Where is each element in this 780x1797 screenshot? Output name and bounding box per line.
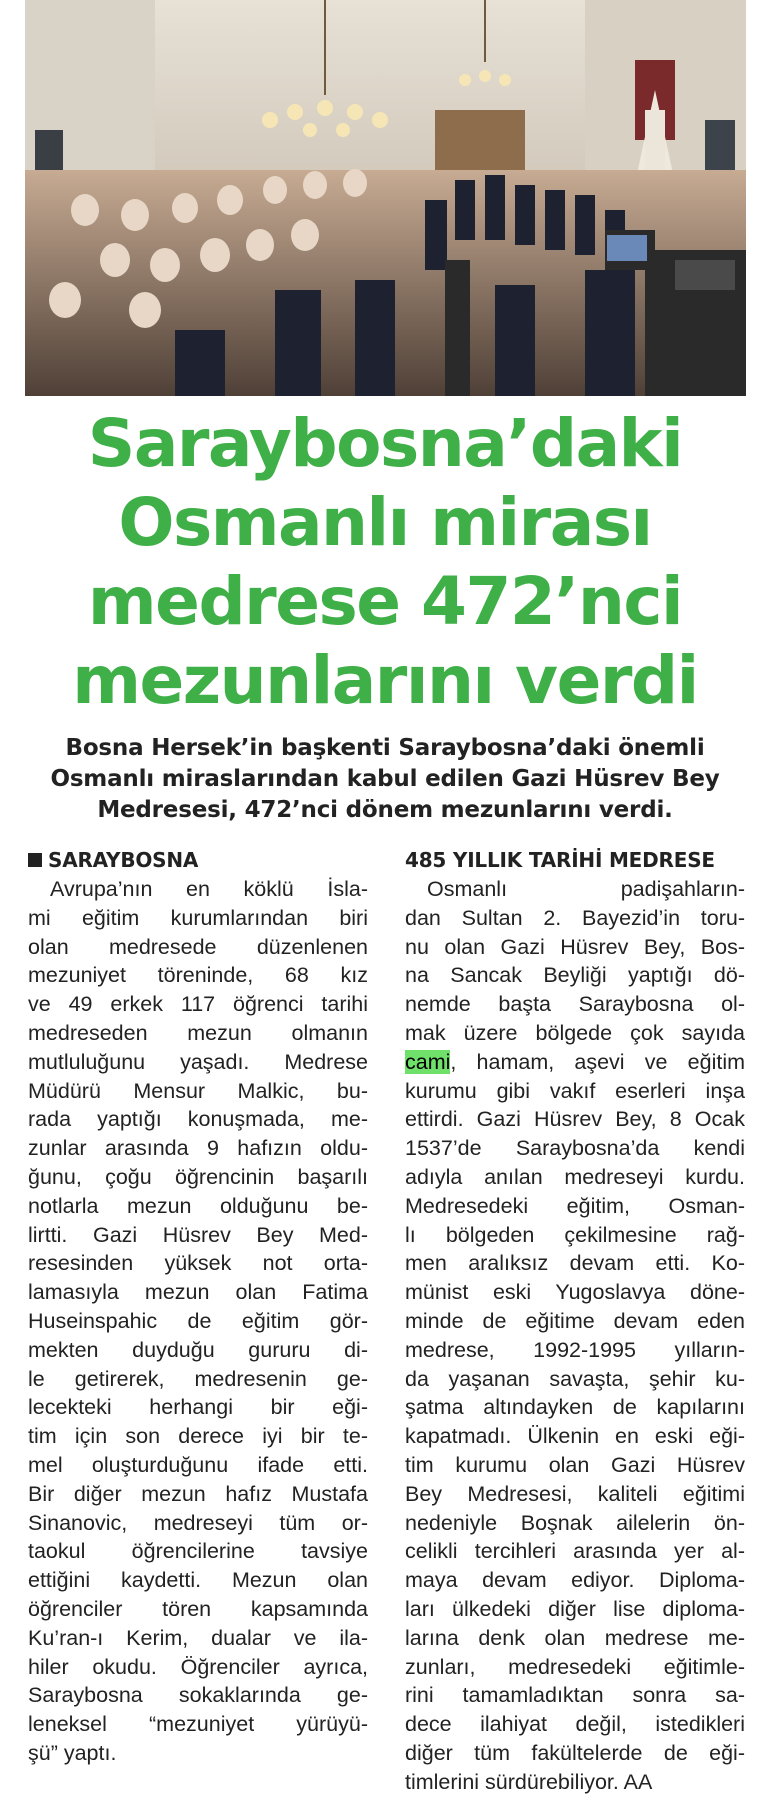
body-line: notlarla mezun olduğunu be- — [28, 1193, 368, 1218]
right-column-body — [405, 875, 745, 1797]
article-photo — [25, 0, 746, 396]
body-line: Saraybosna sokaklarında ge- — [28, 1683, 368, 1708]
body-line: taokul öğrencilerine tavsiye — [28, 1539, 368, 1564]
body-line: zunlar arasında 9 hafızın oldu- — [28, 1136, 368, 1161]
body-line: Müdürü Mensur Malkic, bu- — [28, 1078, 368, 1103]
dateline — [28, 845, 368, 875]
body-line: şatma altındayken de kapılarını — [405, 1395, 745, 1420]
body-line-highlighted — [405, 1048, 745, 1077]
body-line: ğunu, çoğu öğrencinin başarılı — [28, 1164, 368, 1189]
body-line: mel oluşturduğunu ifade etti. — [28, 1452, 368, 1477]
body-line: Osmanlı padişahların- — [427, 877, 745, 901]
body-line: şü” yaptı. — [28, 1740, 117, 1765]
body-line: öğrenciler tören kapsamında — [28, 1596, 368, 1621]
body-line: lı bölgeden çekilmesine rağ- — [405, 1222, 745, 1247]
body-line: timlerini sürdürebiliyor. AA — [405, 1769, 653, 1794]
highlighted-word: cami — [405, 1049, 451, 1074]
body-line: ları ülkedeki diğer lise diploma- — [405, 1596, 745, 1621]
body-line: kapatmadı. Ülkenin en eski eği- — [405, 1424, 745, 1449]
body-line: ettirdi. Gazi Hüsrev Bey, 8 Ocak — [405, 1107, 745, 1132]
headline-line: medrese 472’nci — [87, 563, 683, 640]
body-line: ve 49 erkek 117 öğrenci tarihi — [28, 992, 368, 1017]
body-line: Bir diğer mezun hafız Mustafa — [28, 1481, 368, 1506]
body-line: Huseinspahic de eğitim gör- — [28, 1308, 368, 1333]
body-line: lecekteki herhangi bir eği- — [28, 1395, 368, 1420]
body-line: rada yaptığı konuşmada, me- — [28, 1107, 368, 1132]
body-line: nemde başta Saraybosna ol- — [405, 992, 745, 1017]
graduation-ceremony-illustration — [25, 0, 746, 396]
headline-line: Osmanlı mirası — [118, 484, 652, 561]
headline — [20, 404, 750, 720]
headline-line: mezunlarını verdi — [72, 642, 698, 719]
body-line: mak üzere bölgede çok sayıda — [405, 1020, 745, 1045]
body-line: Bey Medresesi, kaliteli eğitimi — [405, 1481, 745, 1506]
lead-line: Bosna Hersek’in başkenti Saraybosna’daki önemli — [65, 735, 705, 761]
body-line: dan Sultan 2. Bayezid’in toru- — [405, 905, 745, 930]
body-line: nedeniyle Boşnak ailelerin ön- — [405, 1510, 745, 1535]
body-line: medreseden mezun olmanın — [28, 1020, 368, 1045]
body-line: Ku’ran-ı Kerim, dualar ve ila- — [28, 1625, 368, 1650]
body-line: lamasıyla mezun olan Fatima — [28, 1280, 368, 1305]
body-line: hiler okudu. Öğrenciler ayrıca, — [28, 1654, 368, 1679]
body-line: nu olan Gazi Hüsrev Bey, Bos- — [405, 934, 745, 959]
body-line: münist eski Yugoslavya döne- — [405, 1280, 745, 1305]
subheading — [405, 845, 745, 875]
body-line: Avrupa’nın en köklü İsla- — [50, 877, 368, 901]
headline-line: Saraybosna’daki — [87, 405, 683, 482]
body-line: rini tamamladıktan sonra sa- — [405, 1683, 745, 1708]
body-line: olan medresede düzenlenen — [28, 934, 368, 959]
body-line: mi eğitim kurumlarından biri — [28, 905, 368, 930]
body-line: na Sancak Beyliği yaptığı dö- — [405, 963, 745, 988]
body-line: Medresedeki eğitim, Osman- — [405, 1193, 745, 1218]
body-line: maya devam ediyor. Diploma- — [405, 1568, 745, 1593]
body-line: mutluluğunu yaşadı. Medrese — [28, 1049, 368, 1074]
body-line: leneksel “mezuniyet yürüyü- — [28, 1712, 368, 1737]
lead-paragraph — [28, 733, 742, 826]
body-line: adıyla anılan medreseyi kurdu. — [405, 1164, 745, 1189]
body-line: larına denk olan medrese me- — [405, 1625, 745, 1650]
body-line: tim kurumu olan Gazi Hüsrev — [405, 1452, 745, 1477]
square-bullet-icon — [28, 853, 42, 867]
body-line: men aralıksız devam etti. Ko- — [405, 1251, 745, 1276]
right-column — [405, 845, 745, 1797]
body-line: Sinanovic, medreseyi tüm or- — [28, 1510, 368, 1535]
body-line: mekten duyduğu gururu di- — [28, 1337, 368, 1362]
body-line: dece ilahiyat değil, istedikleri — [405, 1712, 745, 1737]
body-line: ettiğini kaydetti. Mezun olan — [28, 1568, 368, 1593]
body-line: 1537’de Saraybosna’da kendi — [405, 1136, 745, 1161]
dateline-text: SARAYBOSNA — [48, 848, 199, 872]
body-line: resesinden yüksek not orta- — [28, 1251, 368, 1276]
body-line: medrese, 1992-1995 yılların- — [405, 1337, 745, 1362]
body-line: tim için son derece iyi bir te- — [28, 1424, 368, 1449]
body-line: celikli tercihleri arasında yer al- — [405, 1539, 745, 1564]
left-column-body — [28, 875, 368, 1768]
body-line: kurumu gibi vakıf eserleri inşa — [405, 1078, 745, 1103]
body-line: minde de eğitime devam eden — [405, 1308, 745, 1333]
lead-line: Medresesi, 472’nci dönem mezunlarını verdi. — [97, 797, 673, 823]
body-line: diğer tüm fakültelerde de eği- — [405, 1740, 745, 1765]
body-line: lirtti. Gazi Hüsrev Bey Med- — [28, 1222, 368, 1247]
body-line: da yaşanan savaşta, şehir ku- — [405, 1366, 745, 1391]
body-line: le getirerek, medresenin ge- — [28, 1366, 368, 1391]
body-line: zunları, medresedeki eğitimle- — [405, 1654, 745, 1679]
body-line-rest: , hamam, aşevi ve eğitim — [450, 1049, 745, 1074]
subheading-text: 485 YILLIK TARİHİ MEDRESE — [405, 848, 715, 872]
body-line: mezuniyet töreninde, 68 kız — [28, 963, 368, 988]
left-column — [28, 845, 368, 1768]
lead-line: Osmanlı miraslarından kabul edilen Gazi Hüsrev Bey — [50, 766, 720, 792]
